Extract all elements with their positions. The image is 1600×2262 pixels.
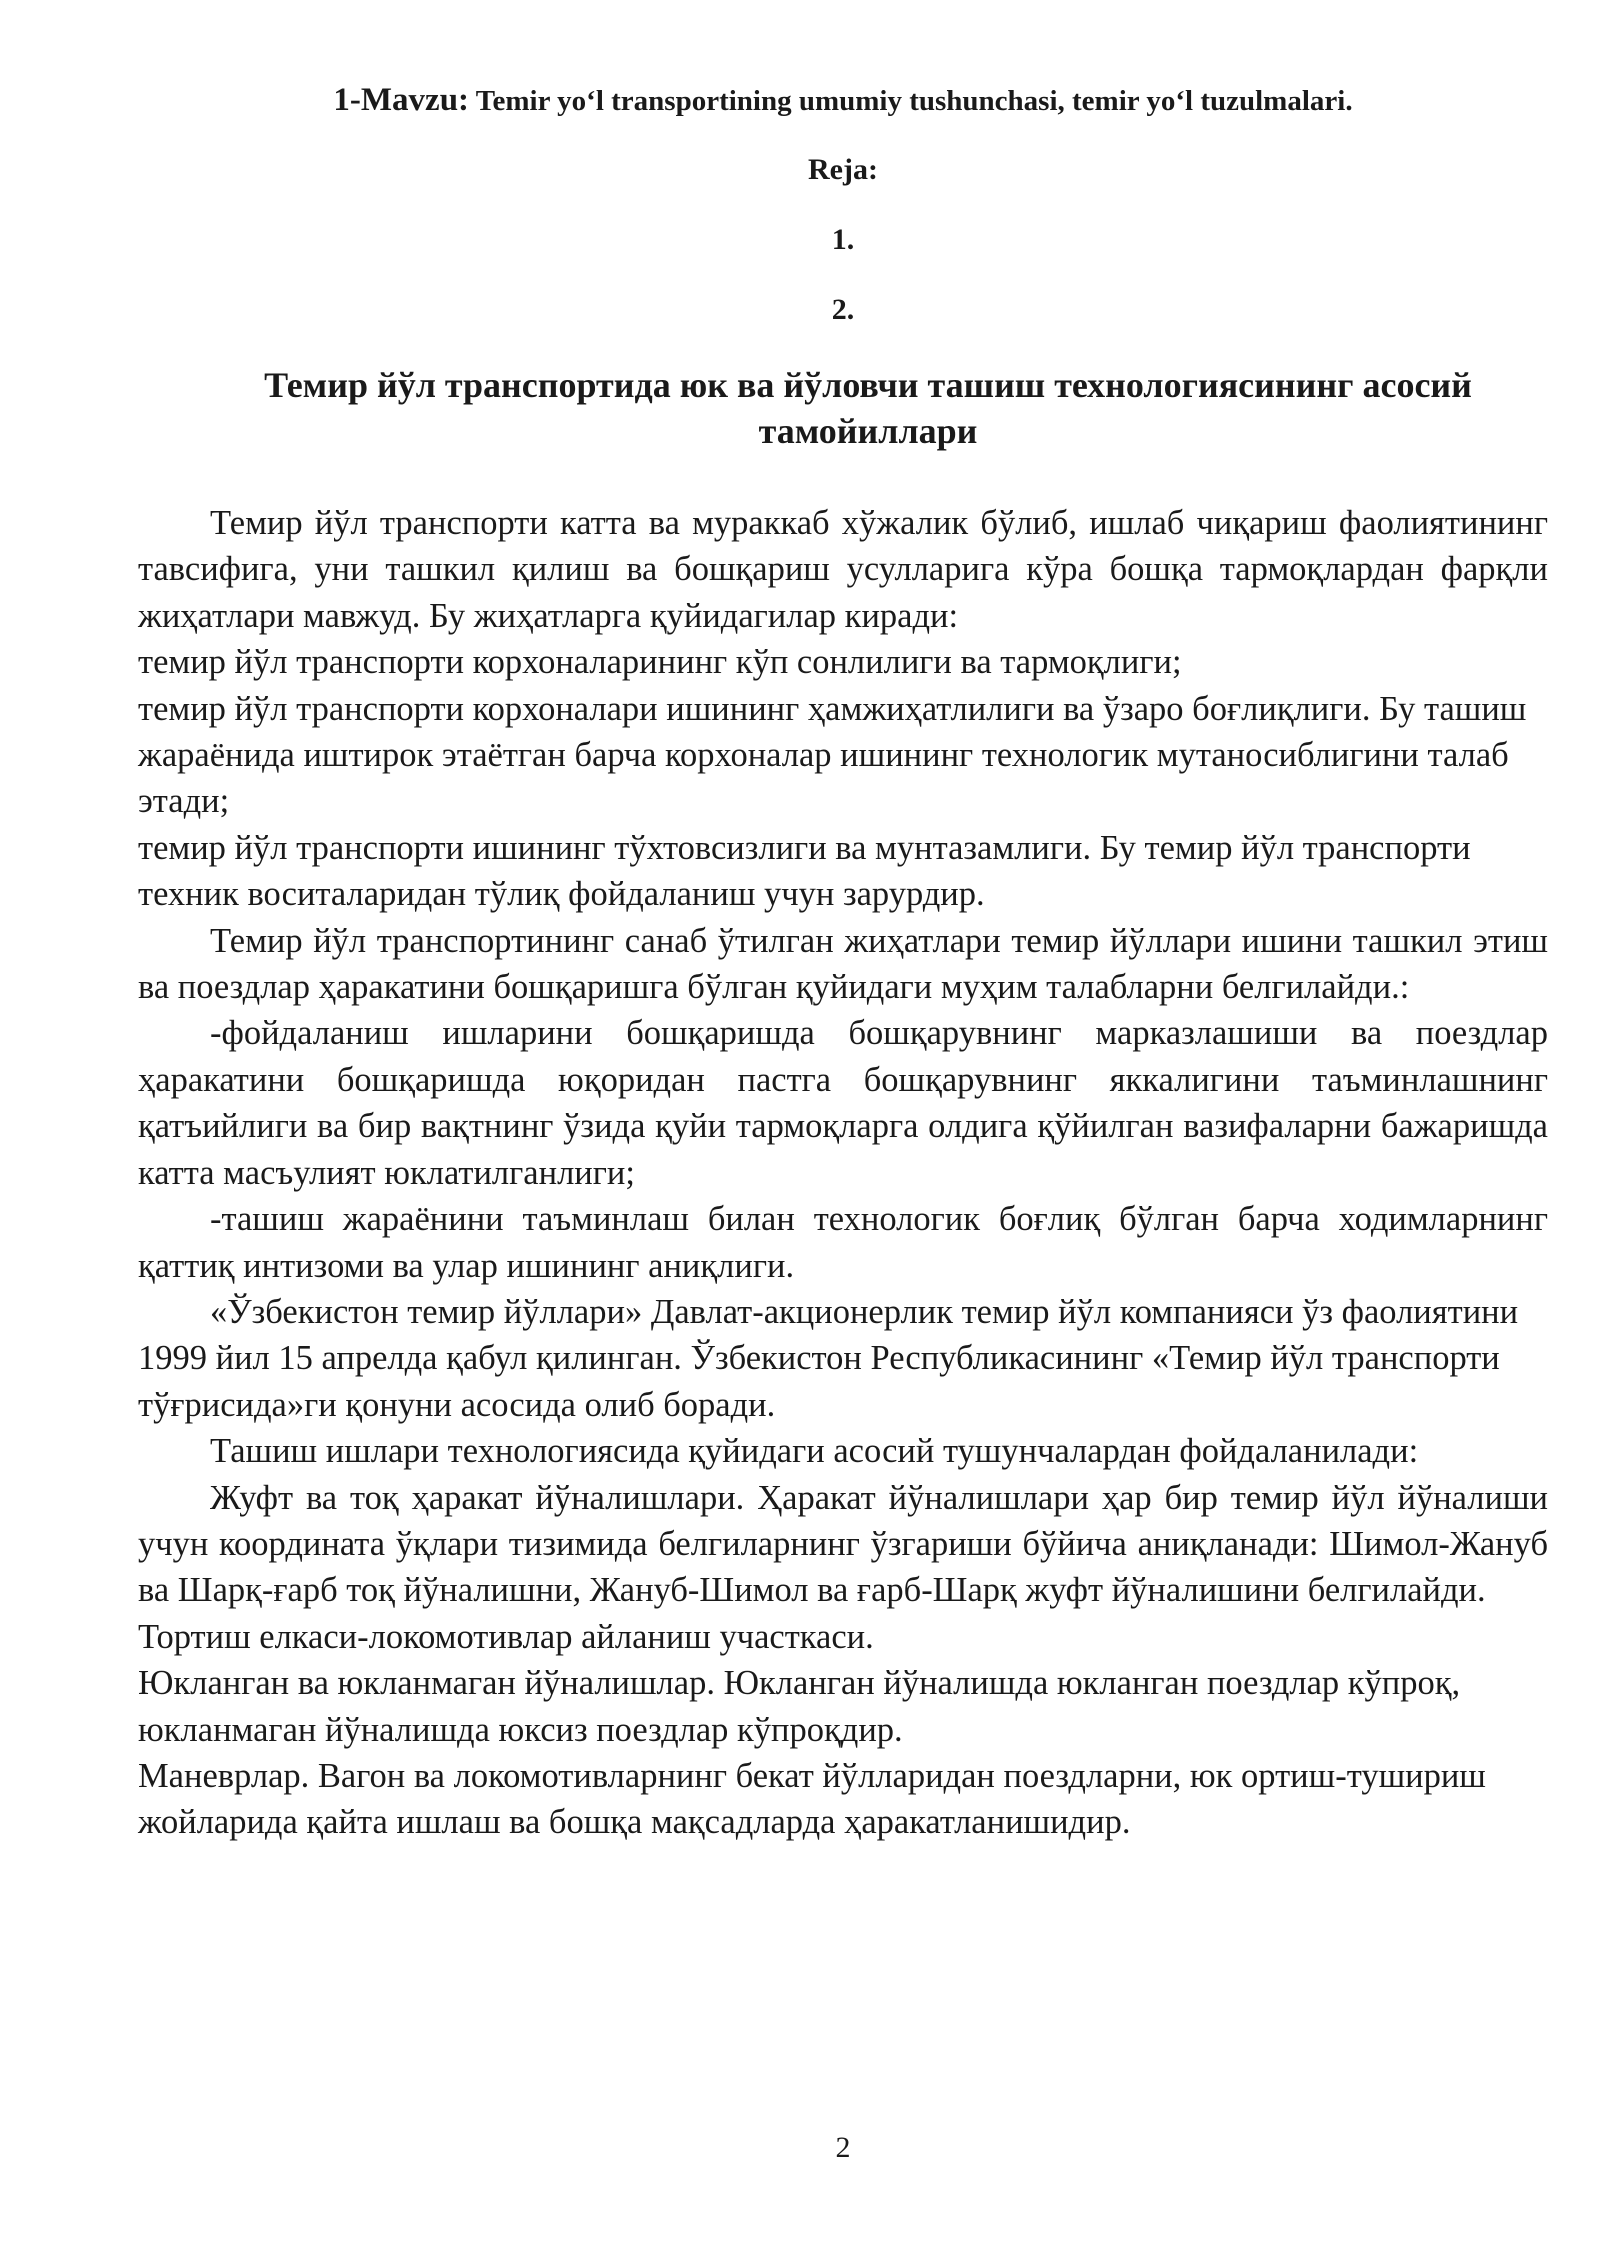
- paragraph: Тортиш елкаси-локомотивлар айланиш участкаси.: [138, 1617, 874, 1656]
- plan-item-2: 2.: [831, 293, 855, 326]
- paragraph: -ташиш жараёнини таъминлаш билан технологик боғлиқ бўлган барча ходимларнинг қаттиқ интизоми ва улар ишининг аниқлиги.: [138, 1200, 1548, 1285]
- paragraph: Маневрлар. Вагон ва локомотивларнинг бекат йўлларидан поездларни, юк ортиш-тушириш жойларида қайта ишлаш ва бошқа мақсадларда ҳаракатланишидир.: [138, 1756, 1486, 1842]
- paragraph: Юкланган ва юкланмаган йўналишлар. Юкланган йўналишда юкланган поездлар кўпроқ, юкланмаган йўналишда юксиз поездлар кўпроқдир.: [138, 1664, 1461, 1749]
- section-heading: Темир йўл транспортида юк ва йўловчи ташиш технологиясининг асосий тамойиллари: [264, 365, 1472, 451]
- plan-label: Reja:: [808, 153, 878, 186]
- page-number: 2: [835, 2131, 851, 2164]
- topic-line: [138, 78, 1548, 123]
- paragraph: -фойдаланиш ишларини бошқаришда бошқарувнинг марказлашиши ва поездлар ҳаракатини бошқаришда юқоридан пастга бошқарувнинг яккалигини таъминлашнинг қатъийлиги ва бир вақтнинг ўзида қуйи тармоқларга олдига қўйилган вазифаларни бажаришда катта масъулият юклатилганлиги;: [138, 1014, 1548, 1192]
- topic-title: Temir yo‘l transportining umumiy tushunchasi, temir yo‘l tuzulmalari.: [475, 85, 1353, 117]
- paragraph: темир йўл транспорти корхоналари ишининг ҳамжиҳатлилиги ва ўзаро боғлиқлиги. Бу ташиш жараёнида иштирок этаётган барча корхоналар ишининг технологик мутаносиблигини талаб этади;: [138, 689, 1527, 821]
- paragraph: темир йўл транспорти ишининг тўхтовсизлиги ва мунтазамлиги. Бу темир йўл транспорти техник воситаларидан тўлиқ фойдаланиш учун зарурдир.: [138, 828, 1471, 914]
- paragraph: Темир йўл транспорти катта ва мураккаб хўжалик бўлиб, ишлаб чиқариш фаолиятининг тавсифига, уни ташкил қилиш ва бошқариш усулларига кўра бошқа тармоқлардан фарқли жиҳатлари мавжуд. Бу жиҳатларга қуйидагилар киради:: [138, 504, 1548, 635]
- paragraph: темир йўл транспорти корхоналарининг кўп сонлилиги ва тармоқлиги;: [138, 643, 1182, 682]
- body-text: [138, 500, 1548, 1846]
- plan-item-1: 1.: [831, 223, 855, 256]
- paragraph: «Ўзбекистон темир йўллари» Давлат-акционерлик темир йўл компанияси ўз фаолиятини 1999 йил 15 апрелда қабул қилинган. Ўзбекистон Республикасининг «Темир йўл транспорти тўғрисида»ги қонуни асосида олиб боради.: [138, 1292, 1519, 1424]
- paragraph: Темир йўл транспортининг санаб ўтилган жиҳатлари темир йўллари ишини ташкил этиш ва поездлар ҳаракатини бошқаришга бўлган қуйидаги муҳим талабларни белгилайди.:: [138, 921, 1548, 1007]
- paragraph: Ташиш ишлари технологиясида қуйидаги асосий тушунчалардан фойдаланилади:: [210, 1432, 1419, 1471]
- topic-prefix: 1-Mavzu:: [333, 82, 470, 118]
- paragraph: Жуфт ва тоқ ҳаракат йўналишлари. Ҳаракат йўналишлари ҳар бир темир йўл йўналиши учун координата ўқлари тизимида белгиларнинг ўзгариши бўйича аниқланади: Шимол-Жануб ва Шарқ-ғарб тоқ йўналишни, Жануб-Шимол ва ғарб-Шарқ жуфт йўналишини белгилайди.: [138, 1478, 1548, 1610]
